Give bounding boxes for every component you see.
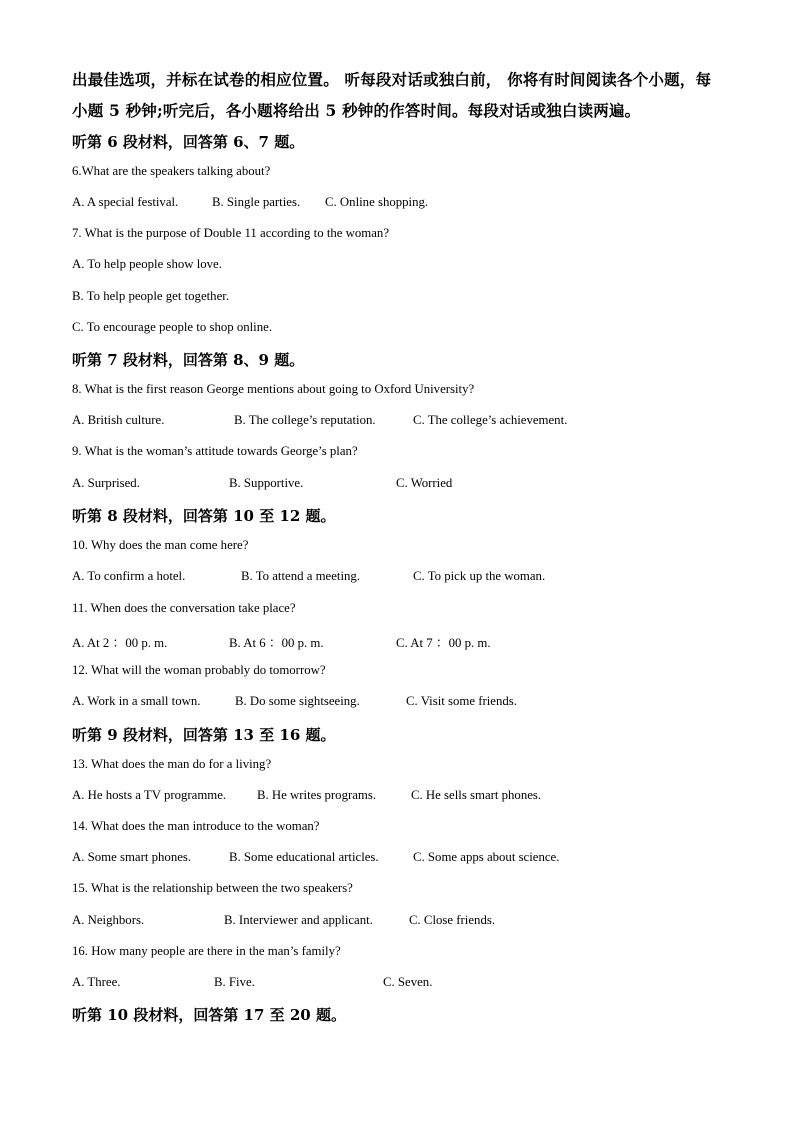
q7-option-c: C. To encourage people to shop online. — [72, 320, 273, 334]
q11-option-a: A. At 2 ：00 p. m. — [72, 636, 168, 650]
section-heading-6: 听第 6 段材料，回答第 6、7 题。 — [72, 133, 305, 151]
q9-option-c: C. Worried — [396, 476, 453, 490]
q6-option-b: B. Single parties. — [212, 195, 301, 209]
q6-option-a: A. A special festival. — [72, 195, 179, 209]
question-14: 14. What does the man introduce to the woman? — [72, 819, 320, 833]
q10-option-a: A. To confirm a hotel. — [72, 569, 186, 583]
section-heading-9: 听第 9 段材料，回答第 13 至 16 题。 — [72, 726, 336, 744]
q16-option-a: A. Three. — [72, 975, 121, 989]
question-6: 6.What are the speakers talking about? — [72, 164, 271, 178]
q6-option-c: C. Online shopping. — [325, 195, 429, 209]
question-12: 12. What will the woman probably do tomorrow? — [72, 663, 326, 677]
question-10: 10. Why does the man come here? — [72, 538, 249, 552]
question-8: 8. What is the first reason George mentions about going to Oxford University? — [72, 382, 475, 396]
question-16: 16. How many people are there in the man’s family? — [72, 944, 341, 958]
q10-option-c: C. To pick up the woman. — [413, 569, 546, 583]
q9-option-b: B. Supportive. — [229, 476, 304, 490]
q13-option-c: C. He sells smart phones. — [411, 788, 542, 802]
section-heading-10: 听第 10 段材料，回答第 17 至 20 题。 — [72, 1006, 346, 1024]
question-9: 9. What is the woman’s attitude towards George’s plan? — [72, 444, 358, 458]
q15-option-a: A. Neighbors. — [72, 913, 145, 927]
q12-option-c: C. Visit some friends. — [406, 694, 517, 708]
q16-option-c: C. Seven. — [383, 975, 433, 989]
q8-option-c: C. The college’s achievement. — [413, 413, 568, 427]
q13-option-b: B. He writes programs. — [257, 788, 377, 802]
q12-option-b: B. Do some sightseeing. — [235, 694, 360, 708]
q7-option-a: A. To help people show love. — [72, 257, 222, 271]
q11-option-c: C. At 7 ：00 p. m. — [396, 636, 491, 650]
question-11: 11. When does the conversation take place? — [72, 601, 296, 615]
question-7: 7. What is the purpose of Double 11 according to the woman? — [72, 226, 389, 240]
q14-option-c: C. Some apps about science. — [413, 850, 560, 864]
question-15: 15. What is the relationship between the two speakers? — [72, 881, 353, 895]
q7-option-b: B. To help people get together. — [72, 289, 230, 303]
q10-option-b: B. To attend a meeting. — [241, 569, 360, 583]
q9-option-a: A. Surprised. — [72, 476, 140, 490]
q16-option-b: B. Five. — [214, 975, 255, 989]
q14-option-b: B. Some educational articles. — [229, 850, 379, 864]
section-heading-7: 听第 7 段材料，回答第 8、9 题。 — [72, 351, 305, 369]
instructions-line-1: 出最佳选项，并标在试卷的相应位置。 听每段对话或独白前， 你将有时间阅读各个小题，每 — [72, 70, 712, 89]
q13-option-a: A. He hosts a TV programme. — [72, 788, 227, 802]
q15-option-b: B. Interviewer and applicant. — [224, 913, 373, 927]
section-heading-8: 听第 8 段材料，回答第 10 至 12 题。 — [72, 507, 336, 525]
q15-option-c: C. Close friends. — [409, 913, 496, 927]
q8-option-a: A. British culture. — [72, 413, 165, 427]
instructions-line-2: 小题 5 秒钟;听完后，各小题将给出 5 秒钟的作答时间。每段对话或独白读两遍。 — [72, 101, 641, 120]
q8-option-b: B. The college’s reputation. — [234, 413, 376, 427]
q12-option-a: A. Work in a small town. — [72, 694, 201, 708]
q11-option-b: B. At 6 ：00 p. m. — [229, 636, 324, 650]
question-13: 13. What does the man do for a living? — [72, 757, 272, 771]
q14-option-a: A. Some smart phones. — [72, 850, 192, 864]
